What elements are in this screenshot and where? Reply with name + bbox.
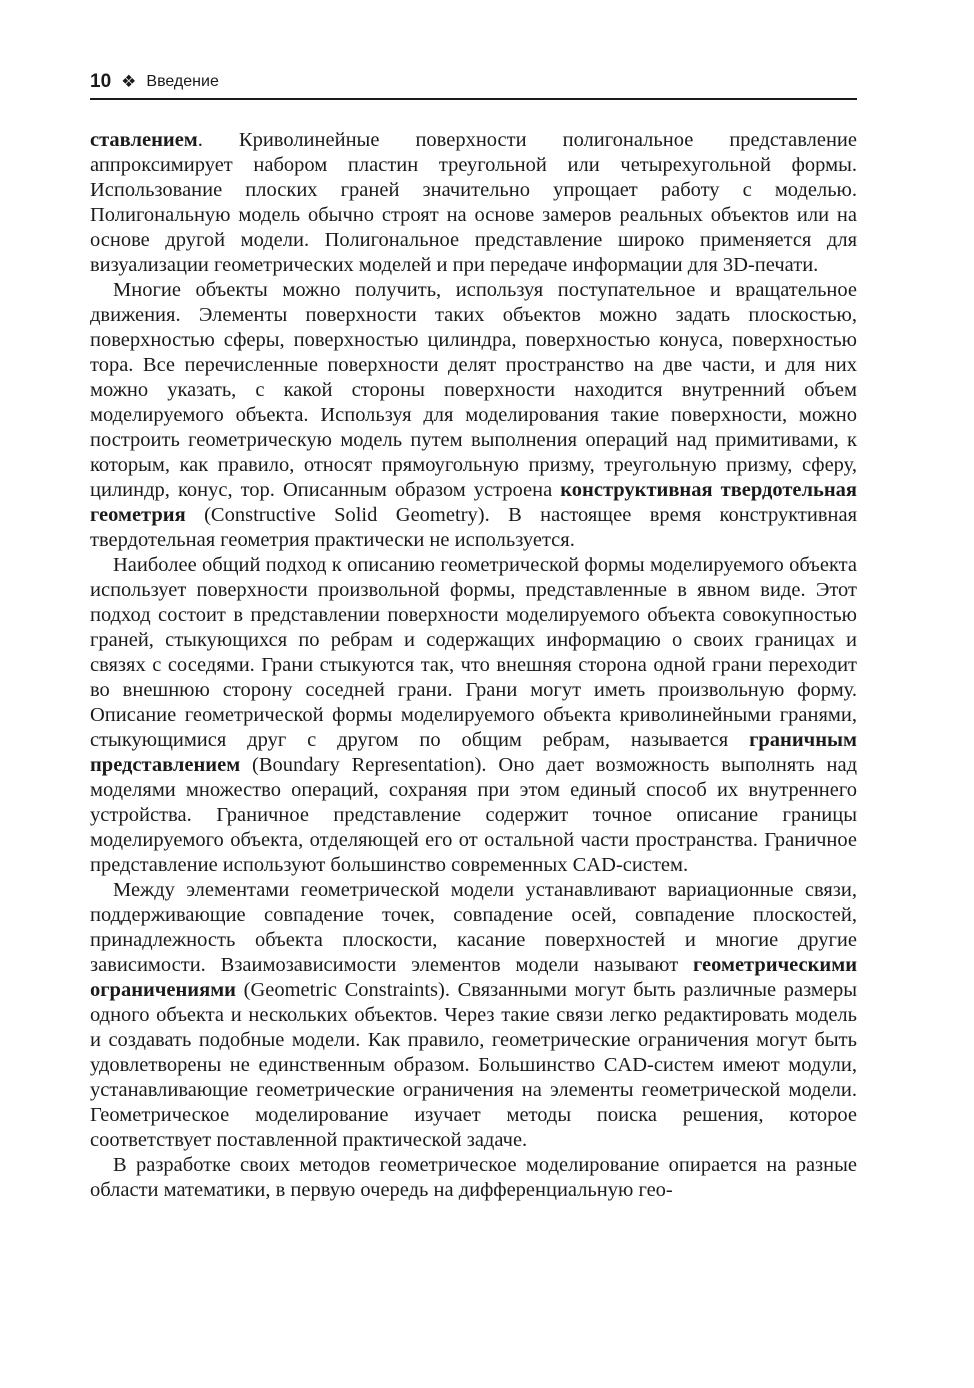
paragraph-5-text: В разработке своих методов геометрическое моделирование опирается на разные области математики, в первую очередь на дифференциальную гео- [90, 1154, 857, 1201]
paragraph-2 [90, 278, 857, 553]
paragraph-4-text-after: (Geometric Constraints). Связанными могут быть различные размеры одного объекта и нескольких объектов. Через такие связи легко редактировать модель и создавать подобные модели. Как правило, геометрические ограничения могут быть удовлетворены не единственным образом. Большинство CAD-систем имеют модули, устанавливающие геометрические ограничения на элементы геометрической модели. Геометрическое моделирование изучает методы поиска решения, которое соответствует поставленной практической задаче. [90, 979, 857, 1151]
paragraph-2-text-before: Многие объекты можно получить, используя поступательное и вращательное движения. Элементы поверхности таких объектов можно задать плоскостью, поверхностью сферы, поверхностью цилиндра, поверхностью конуса, поверхностью тора. Все перечисленные поверхности делят пространство на две части, и для них можно указать, с какой стороны поверхности находится внутренний объем моделируемого объекта. Используя для моделирования такие поверхности, можно построить геометрическую модель путем выполнения операций над примитивами, к которым, как правило, относят прямоугольную призму, треугольную призму, сферу, цилиндр, конус, тор. Описанным образом устроена [90, 279, 857, 501]
term-geometric-constraints: геометрическими ограничениями [90, 954, 857, 1001]
section-title: Введение [146, 73, 219, 90]
page-number: 10 [90, 71, 112, 92]
paragraph-3 [90, 553, 857, 878]
paragraph-1 [90, 128, 857, 278]
paragraph-3-text-after: (Boundary Representation). Оно дает возможность выполнять над моделями множество операций, сохраняя при этом единый способ их внутреннего устройства. Граничное представление содержит точное описание границы моделируемого объекта, отделяющей его от остальной части пространства. Граничное представление используют большинство современных CAD-систем. [90, 754, 857, 876]
term-constructive-solid-geometry: конструктивная твердотельная геометрия [90, 479, 858, 526]
term-polygonal-representation: ставлением [90, 129, 198, 151]
ornament-icon: ❖ [121, 72, 137, 91]
paragraph-2-text-after: (Constructive Solid Geometry). В настоящее время конструктивная твердотельная геометрия практически не используется. [90, 504, 857, 551]
term-boundary-representation: граничным представлением [90, 729, 857, 776]
paragraph-1-text: . Криволинейные поверхности полигональное представление аппроксимирует набором пластин треугольной или четырехугольной формы. Использование плоских граней значительно упрощает работу с моделью. Полигональную модель обычно строят на основе замеров реальных объектов или на основе другой модели. Полигональное представление широко применяется для визуализации геометрических моделей и при передаче информации для 3D-печати. [90, 129, 857, 276]
paragraph-3-text-before: Наиболее общий подход к описанию геометрической формы моделируемого объекта использует поверхности произвольной формы, представленные в явном виде. Этот подход состоит в представлении поверхности моделируемого объекта совокупностью граней, стыкующихся по ребрам и содержащих информацию о своих границах и связях с соседями. Грани стыкуются так, что внешняя сторона одной грани переходит во внешнюю сторону соседней грани. Грани могут иметь произвольную форму. Описание геометрической формы моделируемого объекта криволинейными гранями, стыкующимися друг с другом по общим ребрам, называется [90, 554, 857, 751]
paragraph-5 [90, 1153, 857, 1203]
page-header [90, 66, 857, 100]
paragraph-4-text-before: Между элементами геометрической модели устанавливают вариационные связи, поддерживающие совпадение точек, совпадение осей, совпадение плоскостей, принадлежность объекта плоскости, касание поверхностей и многие другие зависимости. Взаимозависимости элементов модели называют [90, 879, 857, 976]
paragraph-4 [90, 878, 857, 1153]
body-text [90, 128, 857, 1203]
